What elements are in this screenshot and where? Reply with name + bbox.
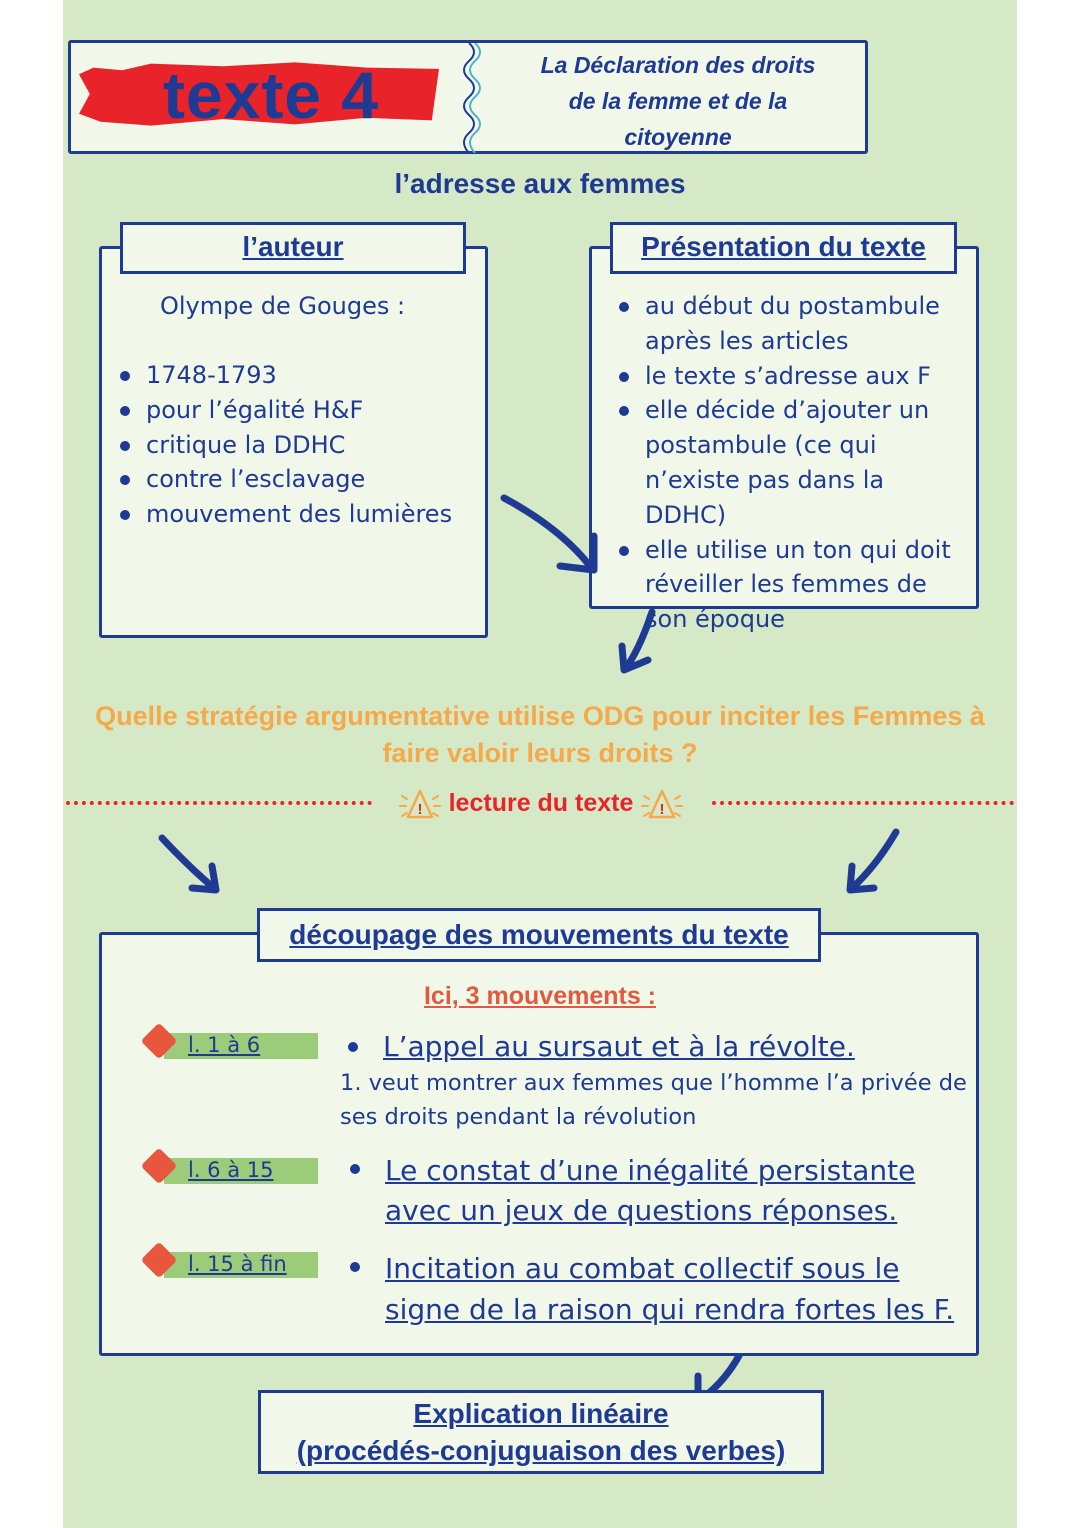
list-item: pour l’égalité H&F (118, 393, 478, 428)
explication-box (258, 1390, 824, 1474)
problematic-question: Quelle stratégie argumentative utilise ODG pour inciter les Femmes à faire valoir leurs droits ? (95, 701, 985, 768)
movement-title: Incitation au combat collectif sous le (385, 1252, 900, 1285)
list-item: elle utilise un ton qui doit réveiller les femmes de son époque (617, 533, 972, 637)
dotted-divider-left (66, 801, 372, 805)
explication-subtitle: (procédés-conjuguaison des verbes) (296, 1435, 786, 1466)
list-item: au début du postambule après les articles (617, 289, 972, 359)
movement-detail: 1. veut montrer aux femmes que l’homme l’a privée de ses droits pendant la révolution (340, 1070, 967, 1130)
explication-title: Explication linéaire (413, 1398, 669, 1429)
reading-label: ! lecture du texte ! (374, 786, 708, 822)
arrow-author-to-presentation-icon (504, 498, 590, 566)
list-item: critique la DDHC (118, 428, 478, 463)
author-name: Olympe de Gouges : (160, 292, 406, 320)
list-item: elle décide d’ajouter un postambule (ce qui n’existe pas dans la DDHC) (617, 393, 972, 532)
movement-title: L’appel au sursaut et à la révolte. (383, 1030, 855, 1063)
bullet-icon (348, 1042, 358, 1052)
section-subtitle: l’adresse aux femmes (394, 168, 686, 199)
bullet-icon (350, 1164, 360, 1174)
list-item: contre l’esclavage (118, 462, 478, 497)
movements-heading: découpage des mouvements du texte (257, 908, 821, 962)
warning-icon (640, 786, 684, 822)
movement-title: signe de la raison qui rendra fortes les F. (385, 1293, 955, 1326)
declaration-title: La Déclaration des droits de la femme et de la citoyenne (540, 52, 816, 150)
svg-text:!: ! (659, 801, 665, 819)
warning-icon (398, 786, 442, 822)
dotted-divider-right (712, 801, 1014, 805)
svg-text:!: ! (417, 801, 423, 819)
line-range-tag: l. 6 à 15 (146, 1158, 318, 1184)
list-item: 1748-1793 (118, 358, 478, 393)
line-range-tag: l. 15 à fin (146, 1252, 318, 1278)
movements-count: Ici, 3 mouvements : (423, 982, 657, 1010)
movement-title: Le constat d’une inégalité persistante (385, 1154, 916, 1187)
list-item: le texte s’adresse aux F (617, 359, 972, 394)
bullet-icon (350, 1262, 360, 1272)
list-item: mouvement des lumières (118, 497, 478, 532)
movement-title: avec un jeux de questions réponses. (385, 1194, 898, 1227)
line-range-tag: l. 1 à 6 (146, 1033, 318, 1059)
presentation-heading: Présentation du texte (610, 222, 957, 274)
author-heading: l’auteur (120, 222, 466, 274)
arrow-down-right-icon (852, 832, 896, 888)
text-number-title: texte 4 (162, 58, 380, 132)
arrow-down-left-icon (162, 838, 214, 888)
